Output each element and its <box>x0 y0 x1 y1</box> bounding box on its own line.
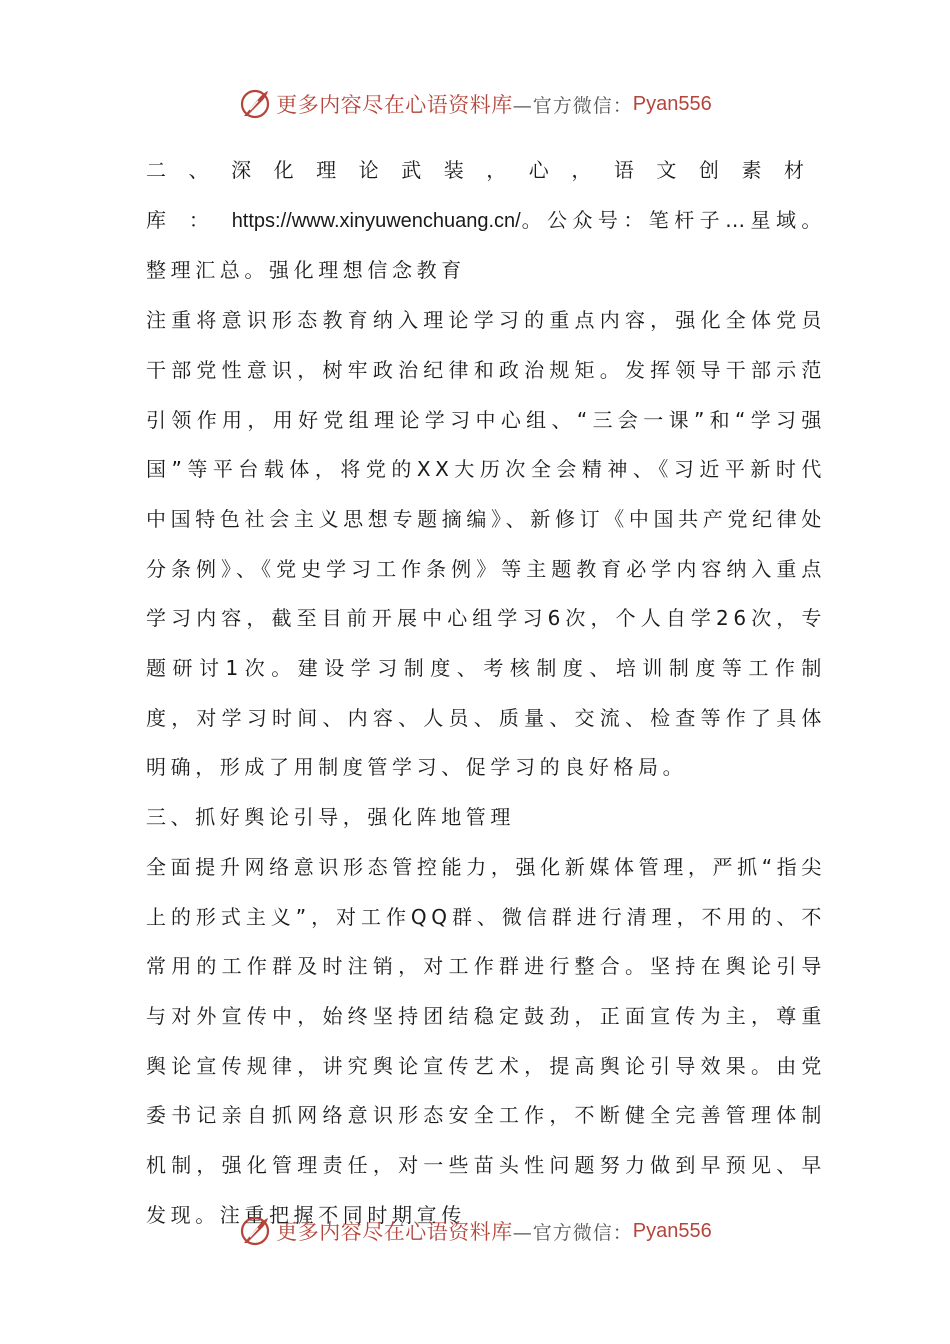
banner-main-text: 更多内容尽在心语资料库 <box>276 1220 513 1244</box>
banner-wechat-id: Pyan556 <box>632 1219 712 1242</box>
quill-pen-logo-icon <box>238 1214 272 1248</box>
paragraph-theory-study: 注重将意识形态教育纳入理论学习的重点内容，强化全体党员干部党性意识，树牢政治纪律和政治规矩。发挥领导干部示范引领作用，用好党组理论学习中心组、“三会一课”和“学习强国”等平台载体，将党的XX大历次全会精神、《习近平新时代中国特色社会主义思想专题摘编》、新修订《中国共产党纪律处分条例》、《党史学习工作条例》等主题教育必学内容纳入重点学习内容，截至目前开展中心组学习6次，个人自学26次，专题研讨1次。建设学习制度、考核制度、培训制度等工作制度，对学习时间、内容、人员、质量、交流、检查等作了具体明确，形成了用制度管学习、促学习的良好格局。 <box>146 308 826 780</box>
section-heading-2-prefix: 二、深化理论武装，心，语文创素材库： <box>146 158 826 232</box>
section-heading-2-rest: 。公众号：笔杆子…星域。整理汇总。强化理想信念教育 <box>146 207 827 283</box>
section-heading-3: 三、抓好舆论引导，强化阵地管理 <box>146 805 515 830</box>
section-heading-2 <box>146 146 826 296</box>
document-body <box>146 146 826 1240</box>
banner-main-text: 更多内容尽在心语资料库 <box>276 93 513 117</box>
banner-sub-text: —官方微信： <box>512 94 633 117</box>
paragraph-public-opinion: 全面提升网络意识形态管控能力，强化新媒体管理，严抓“指尖上的形式主义”，对工作QQ群、微信群进行清理，不用的、不常用的工作群及时注销，对工作群进行整合。坚持在舆论引导与对外宣传中，始终坚持团结稳定鼓劲，正面宣传为主，尊重舆论宣传规律，讲究舆论宣传艺术，提高舆论引导效果。由党委书记亲自抓网络意识形态安全工作，不断健全完善管理体制机制，强化管理责任，对一些苗头性问题努力做到早预见、早发现。注重把握不同时期宣传 <box>146 854 826 1227</box>
header-banner <box>0 84 950 124</box>
footer-banner <box>0 1211 950 1251</box>
banner-sub-text: —官方微信： <box>512 1221 633 1244</box>
banner-wechat-id: Pyan556 <box>632 92 712 115</box>
quill-pen-logo-icon <box>238 87 272 121</box>
source-url-link[interactable]: https://www.xinyuwenchuang.cn/ <box>231 209 521 232</box>
